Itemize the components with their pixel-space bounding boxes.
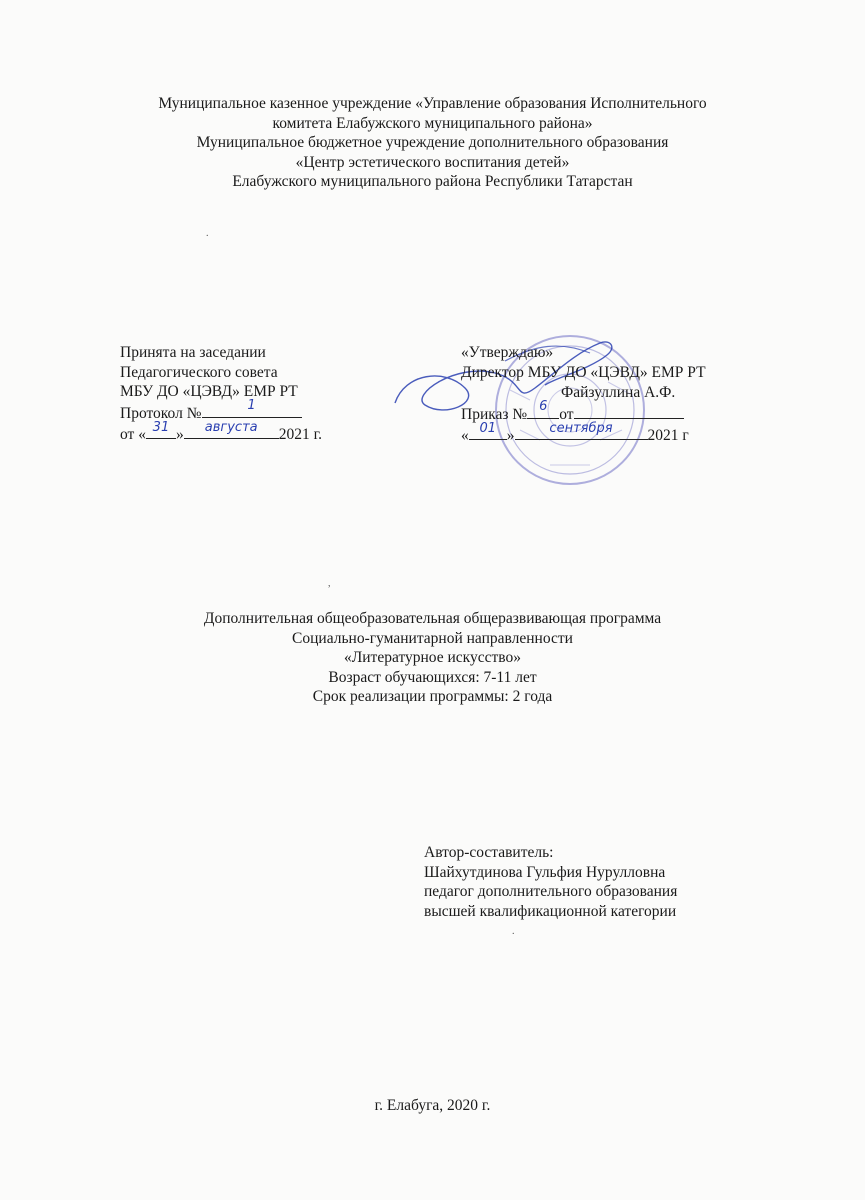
program-line-1: Дополнительная общеобразовательная общеразвивающая программа [203,610,662,627]
director-name: Файзуллина А.Ф. [561,384,676,401]
author-block [424,843,677,921]
header-line-2: комитета Елабужского муниципального района» [272,114,593,132]
signature-field [461,382,561,397]
order-date-year: 2021 г [647,427,689,444]
date-day: 31 [152,419,170,435]
protocol-number-field [202,398,302,418]
program-block [0,609,865,707]
program-line-4: Возраст обучающихся: 7-11 лет [328,668,537,686]
institution-line: МБУ ДО «ЦЭВД» ЕМР РТ [120,383,298,400]
approval-right-block [461,343,706,446]
header-block [0,94,865,192]
author-name: Шайхутдинова Гульфия Нурулловна [424,863,666,881]
author-category: высшей квалификационной категории [424,902,677,920]
order-month: сентября [549,420,613,436]
protocol-date-line [120,419,323,445]
adopted-line: Принята на заседании [120,344,266,361]
order-label: Приказ № [461,405,528,423]
month-field [184,419,279,439]
order-day: 01 [479,420,497,436]
order-number: 6 [539,399,548,414]
header-line-1: Муниципальное казенное учреждение «Управление образования Исполнительного [158,95,707,112]
date-quote: » [175,426,184,443]
approve-line: «Утверждаю» [461,344,554,361]
speck-mark: . [206,228,209,239]
header-line-5: Елабужского муниципального района Республики Татарстан [232,173,633,190]
order-number-field [527,399,559,419]
program-line-3: «Литературное искусство» [344,649,521,666]
header-line-4: «Центр эстетического воспитания детей» [295,153,570,171]
order-month-field [515,420,648,440]
order-date-prefix: « [461,427,469,444]
order-date-line [461,420,706,446]
header-line-3: Муниципальное бюджетное учреждение дополнительного образования [196,134,669,151]
program-line-5: Срок реализации программы: 2 года [312,688,553,705]
approval-left-block [120,343,322,445]
speck-mark: , [328,578,331,589]
order-date-quote: » [506,427,515,444]
order-day-field [469,420,507,440]
day-field [146,419,176,439]
order-from: от [559,405,574,423]
program-line-2: Социально-гуманитарной направленности [292,629,573,647]
author-label: Автор-составитель: [424,844,554,861]
footer-place-year: г. Елабуга, 2020 г. [374,1097,491,1114]
order-date-field [574,403,684,419]
author-position: педагог дополнительного образования [424,883,678,900]
date-prefix: от « [120,426,146,443]
protocol-number: 1 [247,398,256,413]
date-month: августа [204,419,258,435]
protocol-label: Протокол № [120,404,202,422]
signature-line [461,382,706,403]
date-year: 2021 г. [278,426,323,443]
speck-mark: . [512,926,515,937]
council-line: Педагогического совета [120,363,278,381]
director-line: Директор МБУ ДО «ЦЭВД» ЕМР РТ [461,363,706,381]
